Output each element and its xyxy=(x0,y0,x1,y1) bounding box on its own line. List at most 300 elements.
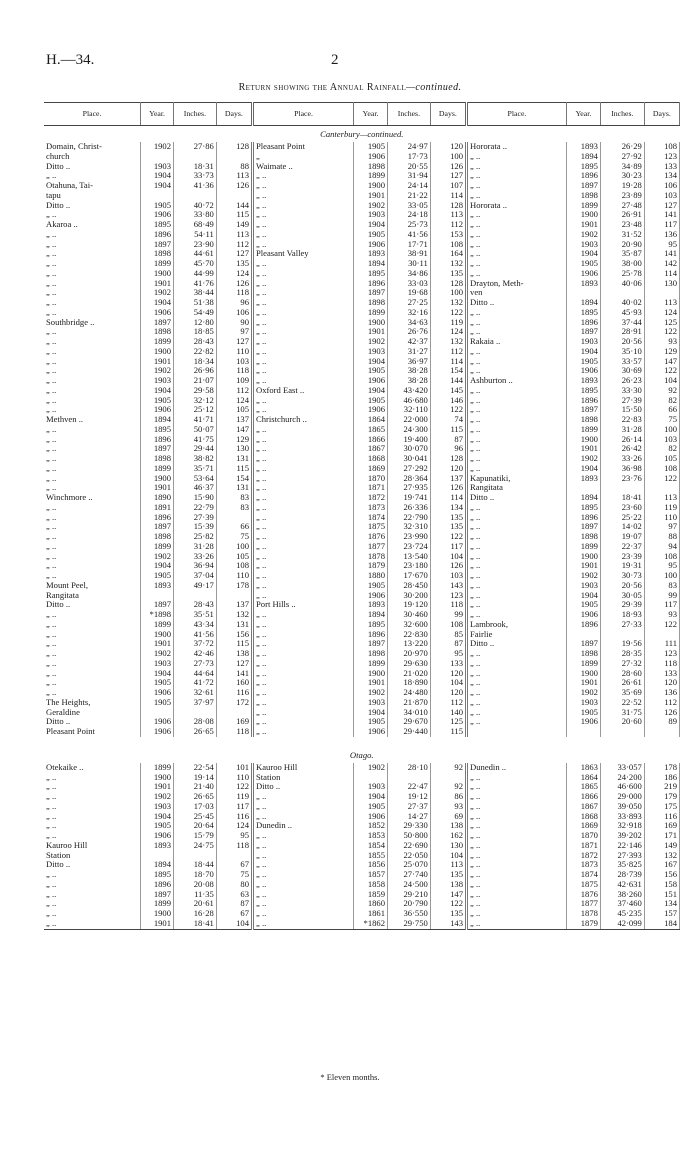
days-cell: 117 xyxy=(644,220,679,230)
table-row xyxy=(44,630,680,640)
inches-cell: 49·17 xyxy=(174,581,217,591)
days-cell: 138 xyxy=(430,880,466,890)
inches-cell: 26·336 xyxy=(388,503,431,513)
year-cell: 1901 xyxy=(566,220,600,230)
inches-cell xyxy=(388,773,431,783)
place-cell: „ .. xyxy=(44,792,141,802)
year-cell: 1893 xyxy=(566,376,600,386)
inches-cell: 32·110 xyxy=(388,405,431,415)
inches-cell: 28·10 xyxy=(388,763,431,773)
table-row xyxy=(44,649,680,659)
place-cell: Pleasant Valley xyxy=(253,249,354,259)
inches-cell: 30·23 xyxy=(600,171,644,181)
table-row xyxy=(44,581,680,591)
inches-cell: 21·40 xyxy=(174,782,217,792)
place-cell: „ .. xyxy=(467,600,567,610)
place-cell: Geraldine xyxy=(44,708,141,718)
inches-cell: 22·790 xyxy=(388,513,431,523)
days-cell: 126 xyxy=(430,162,466,172)
inches-cell: 17·03 xyxy=(174,802,217,812)
inches-cell: 24·75 xyxy=(174,841,217,851)
column-header: Year. xyxy=(566,103,600,126)
year-cell: 1905 xyxy=(353,230,387,240)
days-cell: 124 xyxy=(430,327,466,337)
days-cell: 63 xyxy=(216,890,252,900)
days-cell: 89 xyxy=(644,717,679,727)
year-cell: 1906 xyxy=(566,269,600,279)
days-cell: 132 xyxy=(644,851,679,861)
table-row xyxy=(44,919,680,929)
year-cell xyxy=(141,591,174,601)
inches-cell: 31·52 xyxy=(600,230,644,240)
inches-cell: 27·740 xyxy=(388,870,431,880)
year-cell: 1904 xyxy=(353,792,387,802)
inches-cell: 53·64 xyxy=(174,474,217,484)
inches-cell: 31·28 xyxy=(174,542,217,552)
days-cell: 97 xyxy=(644,522,679,532)
table-row xyxy=(44,230,680,240)
title-main: Return showing the Annual Rainfall xyxy=(238,82,407,93)
days-cell: 134 xyxy=(644,899,679,909)
year-cell: 1875 xyxy=(566,880,600,890)
inches-cell: 20·790 xyxy=(388,899,431,909)
place-cell: „ .. xyxy=(44,308,141,318)
inches-cell: 23·76 xyxy=(600,474,644,484)
days-cell: 108 xyxy=(644,464,679,474)
inches-cell: 28·08 xyxy=(174,717,217,727)
year-cell: 1904 xyxy=(566,347,600,357)
days-cell: 112 xyxy=(644,698,679,708)
place-cell: „ .. xyxy=(467,792,567,802)
year-cell: 1895 xyxy=(353,620,387,630)
days-cell: 119 xyxy=(216,792,252,802)
inches-cell xyxy=(174,591,217,601)
year-cell: 1901 xyxy=(566,678,600,688)
days-cell: 108 xyxy=(430,240,466,250)
place-cell: „ .. xyxy=(253,240,354,250)
year-cell xyxy=(141,851,174,861)
place-cell: Dunedin .. xyxy=(253,821,354,831)
inches-cell: 51·38 xyxy=(174,298,217,308)
inches-cell: 35·51 xyxy=(174,610,217,620)
inches-cell: 42·099 xyxy=(600,919,644,929)
days-cell: 127 xyxy=(216,249,252,259)
inches-cell: 54·11 xyxy=(174,230,217,240)
inches-cell: 20·61 xyxy=(174,899,217,909)
inches-cell: 29·670 xyxy=(388,717,431,727)
days-cell xyxy=(430,773,466,783)
days-cell: 113 xyxy=(216,171,252,181)
section-gap xyxy=(44,737,680,747)
place-cell: „ .. xyxy=(253,327,354,337)
place-cell: Ashburton .. xyxy=(467,376,567,386)
days-cell: 123 xyxy=(644,152,679,162)
year-cell: 1863 xyxy=(566,763,600,773)
year-cell: 1872 xyxy=(566,851,600,861)
inches-cell: 24·200 xyxy=(600,773,644,783)
inches-cell: 20·970 xyxy=(388,649,431,659)
year-cell: 1853 xyxy=(353,831,387,841)
inches-cell: 32·16 xyxy=(388,308,431,318)
table-row xyxy=(44,763,680,773)
days-cell: 136 xyxy=(644,230,679,240)
days-cell: 66 xyxy=(216,522,252,532)
inches-cell xyxy=(600,630,644,640)
days-cell: 147 xyxy=(216,425,252,435)
year-cell: 1891 xyxy=(141,503,174,513)
place-cell: „ .. xyxy=(467,230,567,240)
inches-cell: 26·23 xyxy=(600,376,644,386)
year-cell: 1904 xyxy=(566,591,600,601)
days-cell: 123 xyxy=(430,591,466,601)
inches-cell: 22·83 xyxy=(600,415,644,425)
days-cell: 128 xyxy=(430,201,466,211)
days-cell: 122 xyxy=(644,620,679,630)
inches-cell: 33·26 xyxy=(174,552,217,562)
inches-cell: 29·210 xyxy=(388,890,431,900)
days-cell: 115 xyxy=(216,639,252,649)
inches-cell: 38·260 xyxy=(600,890,644,900)
year-cell: 1898 xyxy=(566,532,600,542)
table-row xyxy=(44,405,680,415)
year-cell: 1904 xyxy=(141,386,174,396)
inches-cell: 25·22 xyxy=(600,513,644,523)
days-cell: 130 xyxy=(430,841,466,851)
inches-cell: 36·550 xyxy=(388,909,431,919)
inches-cell: 54·49 xyxy=(174,308,217,318)
year-cell: 1893 xyxy=(566,142,600,152)
year-cell: 1903 xyxy=(353,210,387,220)
table-row xyxy=(44,142,680,152)
days-cell: 137 xyxy=(216,415,252,425)
inches-cell: 27·33 xyxy=(600,620,644,630)
year-cell: 1894 xyxy=(566,298,600,308)
inches-cell: 25·82 xyxy=(174,532,217,542)
inches-cell: 43·420 xyxy=(388,386,431,396)
table-row xyxy=(44,880,680,890)
place-cell: „ .. xyxy=(44,171,141,181)
days-cell: 83 xyxy=(216,503,252,513)
table-row xyxy=(44,522,680,532)
year-cell: 1866 xyxy=(353,435,387,445)
table-title xyxy=(0,82,700,93)
year-cell: 1904 xyxy=(353,708,387,718)
place-cell: „ .. xyxy=(253,405,354,415)
inches-cell xyxy=(174,851,217,861)
year-cell: 1893 xyxy=(566,279,600,289)
inches-cell: 18·890 xyxy=(388,678,431,688)
place-cell: „ .. xyxy=(44,610,141,620)
table-row xyxy=(44,425,680,435)
column-header: Year. xyxy=(353,103,387,126)
table-row xyxy=(44,279,680,289)
year-cell: 1903 xyxy=(353,782,387,792)
inches-cell: 34·86 xyxy=(388,269,431,279)
year-cell: 1894 xyxy=(566,152,600,162)
table-row xyxy=(44,890,680,900)
inches-cell: 29·330 xyxy=(388,821,431,831)
year-cell: 1897 xyxy=(141,318,174,328)
column-header: Place. xyxy=(44,103,141,126)
inches-cell: 41·75 xyxy=(174,435,217,445)
days-cell: 164 xyxy=(430,249,466,259)
year-cell: 1898 xyxy=(141,532,174,542)
year-cell: 1867 xyxy=(566,802,600,812)
year-cell: *1898 xyxy=(141,610,174,620)
place-cell: „ .. xyxy=(467,841,567,851)
days-cell: 127 xyxy=(644,201,679,211)
year-cell: 1905 xyxy=(353,366,387,376)
days-cell: 120 xyxy=(430,669,466,679)
place-cell: „ .. xyxy=(253,727,354,737)
days-cell: 125 xyxy=(430,717,466,727)
place-cell: „ .. xyxy=(467,821,567,831)
days-cell: 149 xyxy=(644,841,679,851)
days-cell: 122 xyxy=(644,474,679,484)
year-cell: 1905 xyxy=(566,357,600,367)
year-cell: 1899 xyxy=(353,171,387,181)
place-cell: „ .. xyxy=(253,571,354,581)
days-cell xyxy=(216,708,252,718)
year-cell: 1906 xyxy=(353,152,387,162)
table-row xyxy=(44,220,680,230)
year-cell: 1894 xyxy=(353,259,387,269)
year-cell: 1906 xyxy=(141,727,174,737)
year-cell: 1893 xyxy=(141,841,174,851)
place-cell: „ .. xyxy=(467,649,567,659)
year-cell: 1859 xyxy=(353,890,387,900)
year-cell: 1900 xyxy=(566,669,600,679)
inches-cell: 35·71 xyxy=(174,464,217,474)
days-cell: 116 xyxy=(216,688,252,698)
inches-cell: 15·39 xyxy=(174,522,217,532)
year-cell: 1900 xyxy=(141,269,174,279)
place-cell: Oxford East .. xyxy=(253,386,354,396)
column-header: Inches. xyxy=(388,103,431,126)
year-cell: 1896 xyxy=(141,230,174,240)
place-cell: „ .. xyxy=(44,425,141,435)
place-cell: Pleasant Point xyxy=(44,727,141,737)
days-cell: 105 xyxy=(216,405,252,415)
days-cell: 169 xyxy=(644,821,679,831)
place-cell: „ .. xyxy=(253,717,354,727)
days-cell: 93 xyxy=(644,337,679,347)
inches-cell: 22·82 xyxy=(174,347,217,357)
year-cell: 1896 xyxy=(141,435,174,445)
year-cell: 1899 xyxy=(566,425,600,435)
inches-cell: 41·36 xyxy=(174,181,217,191)
table-row xyxy=(44,444,680,454)
year-cell: 1905 xyxy=(566,708,600,718)
place-cell: „ .. xyxy=(253,841,354,851)
days-cell: 115 xyxy=(430,727,466,737)
table-row xyxy=(44,802,680,812)
table-row xyxy=(44,591,680,601)
year-cell: 1901 xyxy=(141,919,174,929)
days-cell: 108 xyxy=(216,561,252,571)
place-cell: „ .. xyxy=(44,269,141,279)
days-cell: 108 xyxy=(644,142,679,152)
place-cell: „ .. xyxy=(467,425,567,435)
table-row xyxy=(44,152,680,162)
place-cell: „ .. xyxy=(467,773,567,783)
inches-cell: 35·87 xyxy=(600,249,644,259)
inches-cell: 40·72 xyxy=(174,201,217,211)
inches-cell: 44·99 xyxy=(174,269,217,279)
year-cell: 1900 xyxy=(141,909,174,919)
days-cell: 100 xyxy=(644,571,679,581)
year-cell: 1905 xyxy=(353,142,387,152)
place-cell: „ .. xyxy=(44,669,141,679)
place-cell: „ .. xyxy=(44,688,141,698)
year-cell: 1898 xyxy=(141,327,174,337)
days-cell: 87 xyxy=(216,899,252,909)
inches-cell: 15·90 xyxy=(174,493,217,503)
days-cell: 104 xyxy=(644,376,679,386)
days-cell: 134 xyxy=(430,503,466,513)
place-cell: „ .. xyxy=(467,444,567,454)
table-row xyxy=(44,181,680,191)
year-cell: 1903 xyxy=(141,376,174,386)
year-cell: 1876 xyxy=(566,890,600,900)
days-cell: 110 xyxy=(216,347,252,357)
days-cell: 114 xyxy=(430,191,466,201)
inches-cell: 19·56 xyxy=(600,639,644,649)
year-cell: 1905 xyxy=(566,259,600,269)
table-row xyxy=(44,240,680,250)
year-cell: 1905 xyxy=(566,600,600,610)
year-cell: 1899 xyxy=(141,464,174,474)
place-cell: „ .. xyxy=(44,649,141,659)
days-cell: 126 xyxy=(216,181,252,191)
year-cell: 1900 xyxy=(353,318,387,328)
days-cell: 140 xyxy=(430,708,466,718)
place-cell: „ .. xyxy=(253,366,354,376)
inches-cell: 20·56 xyxy=(600,581,644,591)
inches-cell: 25·73 xyxy=(388,220,431,230)
place-cell: The Heights, xyxy=(44,698,141,708)
year-cell: 1906 xyxy=(141,210,174,220)
days-cell: 99 xyxy=(644,591,679,601)
table-row xyxy=(44,474,680,484)
place-cell: „ .. xyxy=(253,259,354,269)
table-row xyxy=(44,688,680,698)
inches-cell: 15·50 xyxy=(600,405,644,415)
year-cell: 1899 xyxy=(566,659,600,669)
inches-cell: 22·37 xyxy=(600,542,644,552)
year-cell: 1904 xyxy=(141,812,174,822)
days-cell: 100 xyxy=(430,152,466,162)
year-cell: 1893 xyxy=(353,249,387,259)
place-cell: „ .. xyxy=(467,659,567,669)
place-cell: „ .. xyxy=(44,678,141,688)
inches-cell: 15·79 xyxy=(174,831,217,841)
inches-cell: 68·49 xyxy=(174,220,217,230)
inches-cell: 26·96 xyxy=(174,366,217,376)
place-cell: Ditto .. xyxy=(44,162,141,172)
year-cell: 1902 xyxy=(141,288,174,298)
year-cell: 1866 xyxy=(566,792,600,802)
inches-cell: 31·28 xyxy=(600,425,644,435)
place-cell: „ .. xyxy=(253,542,354,552)
days-cell: 149 xyxy=(216,220,252,230)
days-cell: 112 xyxy=(430,347,466,357)
place-cell: „ .. xyxy=(253,639,354,649)
table-row xyxy=(44,454,680,464)
inches-cell: 38·28 xyxy=(388,366,431,376)
days-cell: 122 xyxy=(430,899,466,909)
days-cell: 156 xyxy=(644,870,679,880)
year-cell: 1878 xyxy=(353,552,387,562)
year-cell: 1869 xyxy=(566,821,600,831)
year-cell: 1902 xyxy=(566,454,600,464)
year-cell: 1896 xyxy=(566,171,600,181)
days-cell: 158 xyxy=(644,880,679,890)
inches-cell: 37·04 xyxy=(174,571,217,581)
days-cell: 104 xyxy=(430,678,466,688)
table-row xyxy=(44,909,680,919)
inches-cell: 23·60 xyxy=(600,503,644,513)
place-cell: „ .. xyxy=(44,802,141,812)
place-cell: „ xyxy=(253,152,354,162)
table-row xyxy=(44,841,680,851)
place-cell: „ .. xyxy=(467,880,567,890)
table-row xyxy=(44,782,680,792)
place-cell: „ .. xyxy=(467,532,567,542)
place-cell: Station xyxy=(44,851,141,861)
place-cell: Lambrook, xyxy=(467,620,567,630)
place-cell: „ .. xyxy=(467,327,567,337)
place-cell: „ .. xyxy=(44,503,141,513)
year-cell: 1906 xyxy=(141,717,174,727)
days-cell: 112 xyxy=(216,240,252,250)
days-cell xyxy=(216,513,252,523)
year-cell: 1899 xyxy=(141,899,174,909)
place-cell: Station xyxy=(253,773,354,783)
table-row xyxy=(44,171,680,181)
inches-cell: 20·55 xyxy=(388,162,431,172)
table-row xyxy=(44,860,680,870)
place-cell: Ditto .. xyxy=(44,201,141,211)
year-cell: 1906 xyxy=(566,366,600,376)
place-cell: „ .. xyxy=(467,812,567,822)
place-cell: „ .. xyxy=(253,191,354,201)
inches-cell: 33·03 xyxy=(388,279,431,289)
place-cell: „ .. xyxy=(253,792,354,802)
days-cell: 103 xyxy=(216,357,252,367)
inches-cell: 30·11 xyxy=(388,259,431,269)
year-cell: 1900 xyxy=(353,181,387,191)
year-cell: 1905 xyxy=(141,698,174,708)
column-header: Inches. xyxy=(600,103,644,126)
year-cell: 1855 xyxy=(353,851,387,861)
days-cell: 117 xyxy=(644,600,679,610)
place-cell: Ditto .. xyxy=(467,639,567,649)
days-cell: 108 xyxy=(430,620,466,630)
place-cell: „ .. xyxy=(253,318,354,328)
inches-cell: 33·30 xyxy=(600,386,644,396)
year-cell: 1901 xyxy=(353,678,387,688)
year-cell: 1894 xyxy=(141,415,174,425)
inches-cell: 20·56 xyxy=(600,337,644,347)
place-cell: „ .. xyxy=(44,773,141,783)
inches-cell: 20·64 xyxy=(174,821,217,831)
days-cell: 90 xyxy=(216,318,252,328)
inches-cell: 27·32 xyxy=(600,659,644,669)
inches-cell: 28·35 xyxy=(600,649,644,659)
year-cell: 1896 xyxy=(566,396,600,406)
year-cell: 1900 xyxy=(141,630,174,640)
